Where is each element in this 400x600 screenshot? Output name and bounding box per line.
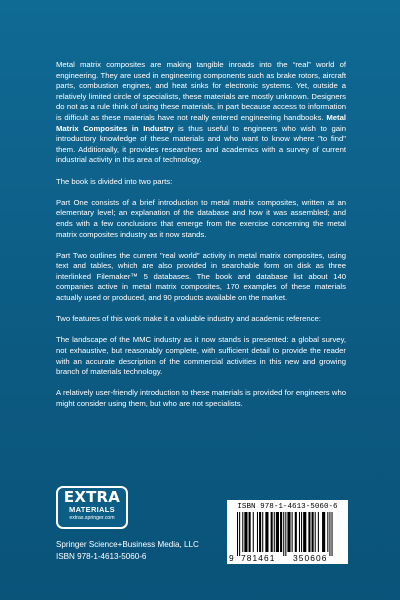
book-title-bold: Metal Matrix Composites in Industry [56, 112, 346, 133]
barcode-bar [318, 512, 319, 552]
barcode-bar [253, 512, 254, 552]
barcode-bar [312, 512, 314, 552]
barcode-bar [283, 512, 284, 556]
paragraph-features: Two features of this work make it a valuable industry and academic reference: [56, 314, 321, 324]
barcode-bar [308, 512, 310, 552]
barcode-bar [322, 512, 325, 552]
barcode-bar [239, 512, 240, 556]
logo-url: extras.springer.com [69, 515, 115, 521]
barcode-bar [259, 512, 261, 552]
barcode-bar [332, 512, 333, 556]
barcode-bar [299, 512, 300, 552]
barcode-bar [257, 512, 258, 552]
barcode-bar [242, 512, 243, 552]
barcode-bar [329, 512, 330, 556]
publisher-name: Springer Science+Business Media, LLC [56, 540, 199, 549]
paragraph-part-two: Part Two outlines the current "real world" activity in metal matrix composites, using text and tables, which are also provided in searchable form on disk as three interlinked Filemaker™ 5 databases. The book and database list about 140 companies active in metal matrix composites, 170 examples of these materials actually used or produced, and 90 products available on the market. [56, 250, 346, 303]
barcode-bar [303, 512, 306, 552]
barcode-bar [237, 512, 238, 556]
logo-subtitle: MATERIALS [69, 505, 115, 514]
barcode-bar [301, 512, 302, 552]
paragraph-part-one: Part One consists of a brief introduction to metal matrix composites, written at an elementary level; an explanation of the database and how it was assembled; and ends with a few conclusions that emerge from the exercise concerning the metal matrix composites industry as it now stands. [56, 197, 346, 239]
extra-materials-logo [56, 486, 128, 529]
logo-title: EXTRA [63, 488, 121, 506]
barcode-bar [285, 512, 286, 556]
barcode-bar [292, 512, 293, 552]
barcode [227, 500, 348, 564]
barcode-isbn-label: ISBN 978-1-4613-5060-6 [237, 503, 338, 511]
barcode-bar [327, 512, 328, 552]
barcode-bar [315, 512, 316, 552]
barcode-bar [244, 512, 247, 552]
barcode-bars [227, 512, 348, 556]
paragraph-landscape: The landscape of the MMC industry as it now stands is presented: a global survey, not exhaustive, but reasonably complete, with sufficient detail to provide the reader with an accurate description of the commercial activities in this new and growing branch of materials technology. [56, 335, 346, 377]
barcode-bar [276, 512, 279, 552]
barcode-bar [271, 512, 273, 552]
barcode-digit-first: 9 [229, 553, 234, 563]
back-cover-text [56, 60, 346, 420]
barcode-bar [295, 512, 297, 552]
barcode-digits [227, 553, 348, 563]
intro-text-a: Metal matrix composites are making tangible inroads into the “real” world of engineering. They are used in engineering components such as brake rotors, aircraft parts, combustion engines, and heat sinks for electronic systems. Yet, outside a relatively limited circle of specialists, these materials are mostly unknown. Designers do not as a rule think of using these materials, in part because access to information is difficult as these materials have not really entered engineering handbooks. [56, 60, 346, 122]
intro-text-b: is thus useful to engineers who wish to gain introductory knowledge of these materials and who want to know where "to find" them. Additionally, it provides researchers and academics with a survey of current industrial activity in this area of technology. [56, 123, 346, 165]
barcode-bar [287, 512, 290, 552]
barcode-bar [262, 512, 263, 552]
paragraph-intro [56, 60, 346, 166]
barcode-bar [280, 512, 282, 552]
publisher-isbn: ISBN 978-1-4613-5060-6 [56, 552, 147, 561]
barcode-digits-right: 350606 [293, 553, 328, 563]
paragraph-parts: The book is divided into two parts: [56, 176, 173, 186]
paragraph-introduction: A relatively user-friendly introduction to these materials is provided for engineers who might consider using them, but who are not specialists. [56, 388, 346, 408]
barcode-digits-left: 781461 [241, 553, 276, 563]
barcode-bar [265, 512, 268, 552]
barcode-bar [274, 512, 275, 552]
barcode-bar [249, 512, 251, 552]
